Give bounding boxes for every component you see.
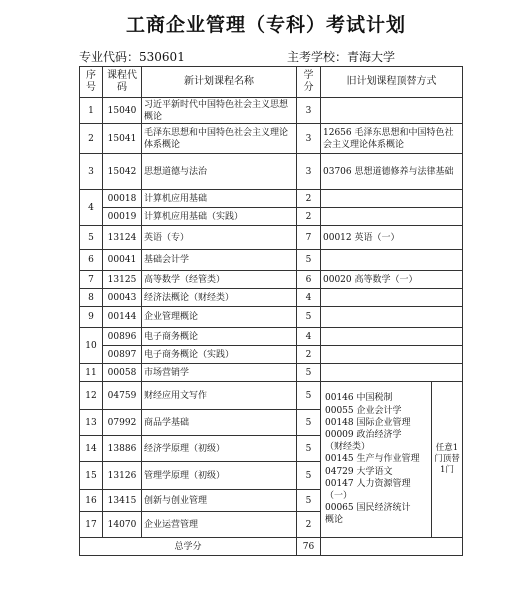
table-row [80,250,463,271]
row-name: 基础会计学 [142,250,297,271]
row-name: 计算机应用基础（实践） [142,208,297,226]
row-old [321,250,463,271]
row-credit: 5 [297,490,321,512]
old-course-line: （一） [325,491,353,501]
row-code: 13126 [103,462,142,490]
old-course-line: 00055 企业会计学 [325,405,402,416]
row-old [321,289,463,307]
row-name: 习近平新时代中国特色社会主义思想概论 [142,98,297,124]
row-code: 00019 [103,208,142,226]
old-course-line: 00147 人力资源管理 [325,478,411,489]
row-name: 企业管理概论 [142,307,297,328]
header-credit: 学分 [297,67,321,98]
old-course-line: 00146 中国税制 [325,393,393,404]
header-old: 旧计划课程顶替方式 [321,67,463,98]
table-row [80,124,463,154]
row-no: 4 [80,190,103,226]
row-name: 创新与创业管理 [142,490,297,512]
row-no: 3 [80,154,103,190]
row-code: 00058 [103,364,142,382]
row-credit: 3 [297,154,321,190]
row-no: 9 [80,307,103,328]
row-no: 13 [80,410,103,436]
row-credit: 5 [297,410,321,436]
row-name: 计算机应用基础 [142,190,297,208]
table-row [80,289,463,307]
row-code: 13415 [103,490,142,512]
row-code: 14070 [103,512,142,538]
row-code: 00043 [103,289,142,307]
row-old [321,98,463,124]
row-no: 8 [80,289,103,307]
row-name: 电子商务概论 [142,328,297,346]
old-course-line: 04729 大学语文 [325,466,393,477]
row-name: 英语（专） [142,226,297,250]
row-no: 1 [80,98,103,124]
row-credit: 5 [297,307,321,328]
row-no: 6 [80,250,103,271]
row-name: 财经应用文写作 [142,382,297,410]
header-code: 课程代码 [103,67,142,98]
row-credit: 5 [297,250,321,271]
total-empty [321,538,463,556]
row-credit: 2 [297,346,321,364]
row-code: 15041 [103,124,142,154]
total-credits: 76 [297,538,321,556]
table-row [80,154,463,190]
row-credit: 3 [297,98,321,124]
row-name: 毛泽东思想和中国特色社会主义理论体系概论 [142,124,297,154]
header-no: 序号 [80,67,103,98]
row-name: 市场营销学 [142,364,297,382]
row-no: 2 [80,124,103,154]
table-row [80,307,463,328]
row-code: 13124 [103,226,142,250]
table-row [80,271,463,289]
row-old: 00020 高等数学（一） [321,271,463,289]
old-course-line: 00065 国民经济统计 [325,503,411,514]
old-course-line: 00148 国际企业管理 [325,417,411,428]
row-credit: 4 [297,289,321,307]
row-name: 企业运营管理 [142,512,297,538]
table-row [80,190,463,208]
row-old: 00012 英语（一） [321,226,463,250]
table-row [80,364,463,382]
row-name: 高等数学（经管类） [142,271,297,289]
row-code: 13125 [103,271,142,289]
table-row [80,98,463,124]
row-no: 14 [80,436,103,462]
row-credit: 4 [297,328,321,346]
row-name: 管理学原理（初级） [142,462,297,490]
row-no: 17 [80,512,103,538]
old-course-line: 概论 [325,515,344,526]
old-course-line: （财经类） [325,442,371,453]
row-credit: 2 [297,190,321,208]
row-code: 15040 [103,98,142,124]
row-credit: 5 [297,382,321,410]
row-code: 04759 [103,382,142,410]
row-no: 15 [80,462,103,490]
row-old [321,346,463,364]
row-no: 5 [80,226,103,250]
row-old: 03706 思想道德修养与法律基础 [321,154,463,190]
row-no: 12 [80,382,103,410]
elective-note: 任意1门顶替1门 [432,382,463,538]
row-credit: 7 [297,226,321,250]
row-code: 00041 [103,250,142,271]
row-credit: 2 [297,208,321,226]
row-credit: 5 [297,462,321,490]
major-code: 专业代码：530601 [79,50,185,64]
total-label: 总学分 [80,538,297,556]
row-no: 16 [80,490,103,512]
row-no: 10 [80,328,103,364]
row-name: 商品学基础 [142,410,297,436]
row-old [321,307,463,328]
row-code: 00144 [103,307,142,328]
page-title: 工商企业管理（专科）考试计划 [125,14,406,36]
table-row [80,382,463,410]
row-name: 经济学原理（初级） [142,436,297,462]
elective-old-courses [321,382,432,538]
row-name: 电子商务概论（实践） [142,346,297,364]
row-code: 00896 [103,328,142,346]
row-old [321,208,463,226]
table-row [80,226,463,250]
row-credit: 2 [297,512,321,538]
row-credit: 6 [297,271,321,289]
row-old [321,190,463,208]
row-code: 00897 [103,346,142,364]
row-no: 11 [80,364,103,382]
row-code: 00018 [103,190,142,208]
table-row [80,208,463,226]
old-course-line: 00009 政治经济学 [325,429,402,440]
row-credit: 5 [297,436,321,462]
total-row [80,538,463,556]
row-old: 12656 毛泽东思想和中国特色社会主义理论体系概论 [321,124,463,154]
row-code: 07992 [103,410,142,436]
exam-plan-table [79,66,463,556]
row-old [321,364,463,382]
table-row [80,328,463,346]
row-credit: 5 [297,364,321,382]
row-name: 思想道德与法治 [142,154,297,190]
row-no: 7 [80,271,103,289]
row-code: 15042 [103,154,142,190]
old-course-line: 00145 生产与作业管理 [325,454,420,465]
header-name: 新计划课程名称 [142,67,297,98]
table-row [80,346,463,364]
row-credit: 3 [297,124,321,154]
row-code: 13886 [103,436,142,462]
row-name: 经济法概论（财经类） [142,289,297,307]
exam-school: 主考学校：青海大学 [287,50,396,64]
row-old [321,328,463,346]
